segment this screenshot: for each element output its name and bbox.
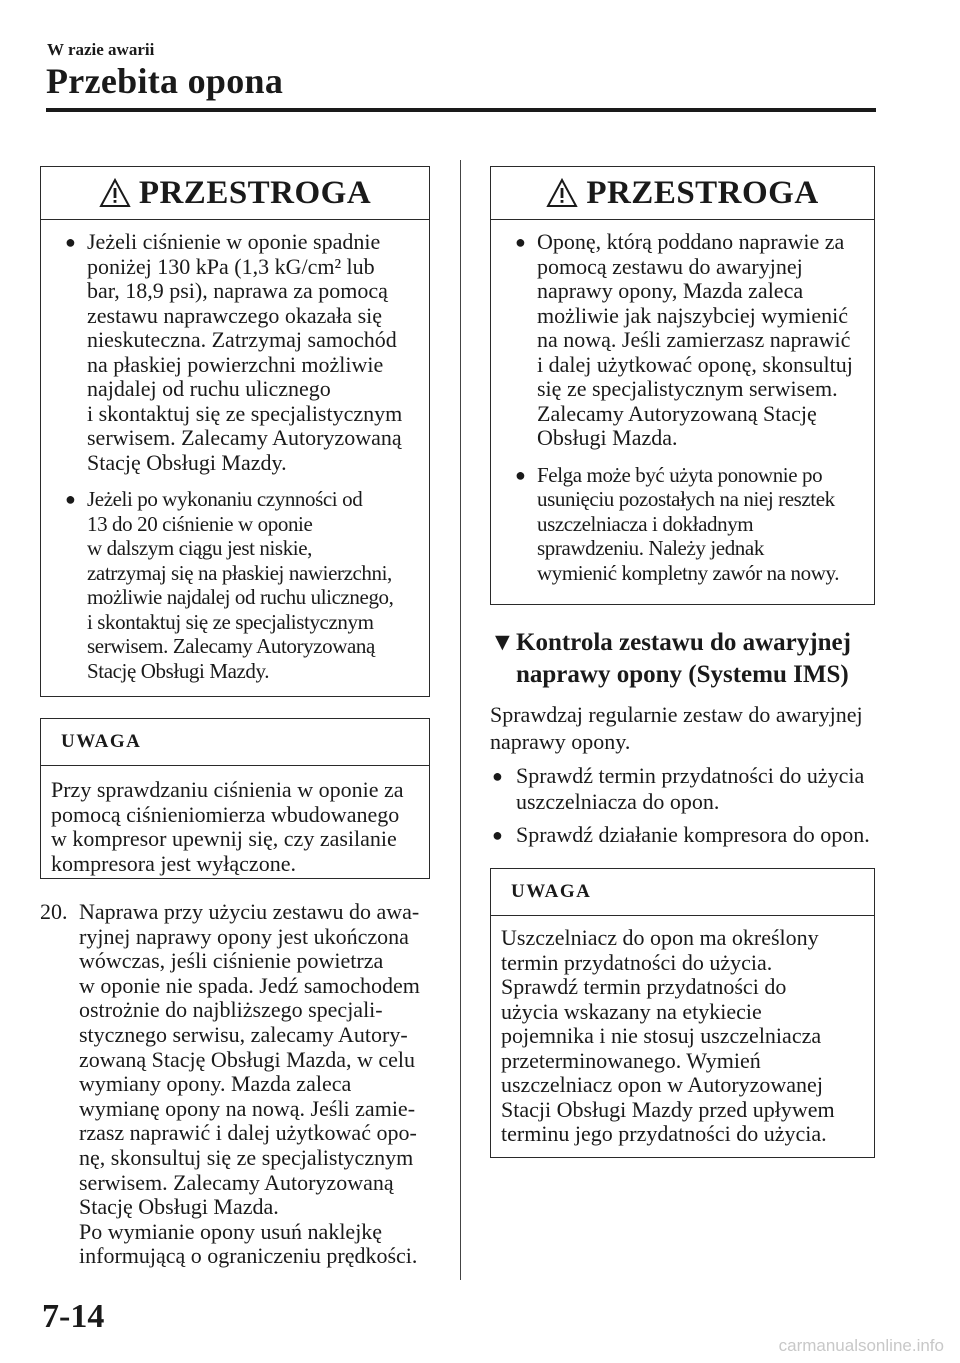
text-line: wymienić kompletny zawór na nowy.: [537, 560, 840, 585]
text-line: pomocą ciśnieniomierza wbudowanego: [51, 801, 400, 827]
text-line: termin przydatności do użycia.: [501, 949, 773, 975]
heading-line: naprawy opony (Systemu IMS): [516, 661, 849, 688]
bullet-icon: ●: [65, 232, 76, 252]
text-line: w kompresor upewnij się, czy zasilanie: [51, 826, 397, 851]
caution-body: [491, 220, 874, 605]
text-line: ostrożnie do najbliższego specjali-: [79, 997, 383, 1023]
text-line: serwisem. Zalecamy Autoryzowaną: [79, 1169, 394, 1195]
text-line: terminu jego przydatności do użycia.: [501, 1121, 827, 1146]
triangle-down-icon: ▼: [490, 629, 515, 656]
note-box-right: [490, 868, 875, 1158]
text-line: ryjnej naprawy opony jest ukończona: [79, 923, 409, 949]
watermark: carmanualsonline.info: [778, 1336, 944, 1355]
text-line: rzasz naprawić i dalej użytkować opo-: [79, 1120, 417, 1146]
text-line: uszczelniacza do opon.: [516, 789, 720, 814]
text-line: uszczelniacza i dokładnym: [537, 511, 754, 536]
text-line: usunięciu pozostałych na niej resztek: [537, 487, 835, 511]
text-line: Sprawdzaj regularnie zestaw do awaryjnej: [490, 702, 863, 727]
note-body: [491, 916, 874, 1157]
text-line: Stację Obsługi Mazda.: [79, 1194, 279, 1220]
caution-title: PRZESTROGA: [586, 174, 819, 211]
check-bullet: [490, 822, 885, 848]
text-line: Sprawdź działanie kompresora do opon.: [516, 822, 870, 847]
note-box-left: [40, 718, 430, 879]
text-line: możliwie jak najszybciej wymienić: [537, 302, 848, 328]
bullet-icon: ●: [492, 766, 503, 786]
text-line: naprawy opony.: [490, 729, 631, 754]
text-line: Sprawdź termin przydatności do: [501, 974, 787, 999]
text-line: Naprawa przy użyciu zestawu do awa-: [79, 899, 420, 924]
text-line: w oponie nie spada. Jedź samochodem: [79, 972, 420, 998]
page-number: 7-14: [42, 1298, 105, 1335]
text-line: w dalszym ciągu jest niskie,: [87, 536, 312, 560]
text-line: sprawdzeniu. Należy jednak: [537, 536, 764, 560]
text-line: Jeżeli ciśnienie w oponie spadnie: [87, 229, 381, 254]
text-line: Sprawdź termin przydatności do użycia: [516, 763, 865, 788]
caution-box-left: [40, 166, 430, 697]
text-line: przeterminowanego. Wymień: [501, 1047, 761, 1073]
section-label: W razie awarii: [47, 40, 155, 59]
text-line: się ze specjalistycznym serwisem.: [537, 376, 838, 401]
text-line: informującą o ograniczeniu prędkości.: [79, 1243, 418, 1269]
text-line: Zalecamy Autoryzowaną Stację: [537, 400, 817, 426]
text-line: nieskuteczna. Zatrzymaj samochód: [87, 327, 397, 352]
caution-header: [41, 167, 429, 220]
subsection-heading: [490, 627, 890, 691]
page-title: Przebita opona: [46, 61, 284, 101]
bullet-icon: ●: [515, 464, 526, 485]
text-line: poniżej 130 kPa (1,3 kG/cm² lub: [87, 253, 375, 279]
column-divider: [460, 160, 461, 1280]
text-line: wymianę opony na nową. Jeśli zamie-: [79, 1095, 416, 1121]
warning-triangle-icon: [546, 178, 578, 208]
text-line: pojemnika i nie stosuj uszczelniacza: [501, 1023, 822, 1048]
caution-box-right: [490, 166, 875, 605]
text-line: na nową. Jeśli zamierzasz naprawić: [537, 327, 851, 352]
text-line: Oponę, którą poddano naprawie za: [537, 229, 845, 254]
title-rule: [46, 108, 876, 112]
caution-bullet: [513, 230, 860, 451]
text-line: zestawu naprawczego okazała się: [87, 302, 383, 328]
bullet-icon: ●: [492, 825, 503, 845]
caution-bullet: [63, 487, 415, 683]
text-line: naprawy opony, Mazda zaleca: [537, 278, 804, 303]
text-line: stycznego serwisu, zalecamy Autory-: [79, 1021, 408, 1047]
text-line: zatrzymaj się na płaskiej nawierzchni,: [87, 560, 392, 585]
text-line: Stację Obsługi Mazdy.: [87, 449, 287, 475]
note-title: UWAGA: [491, 869, 874, 916]
text-line: bar, 18,9 psi), naprawa za pomocą: [87, 278, 388, 303]
text-line: Przy sprawdzaniu ciśnienia w oponie za: [51, 777, 404, 802]
text-line: nę, skonsultuj się ze specjalistycznym: [79, 1144, 414, 1170]
heading-line: Kontrola zestawu do awaryjnej: [516, 629, 851, 656]
text-line: wówczas, jeśli ciśnienie powietrza: [79, 948, 384, 974]
subsection-intro: [490, 701, 885, 755]
warning-triangle-icon: [99, 178, 131, 208]
caution-header: [491, 167, 874, 220]
text-line: na płaskiej powierzchni możliwie: [87, 351, 384, 377]
note-body: [41, 766, 429, 886]
text-line: serwisem. Zalecamy Autoryzowaną: [87, 634, 375, 658]
text-line: Felga może być użyta ponownie po: [537, 462, 823, 487]
text-line: serwisem. Zalecamy Autoryzowaną: [87, 425, 402, 450]
text-line: i dalej użytkować oponę, skonsultuj: [537, 351, 853, 377]
text-line: możliwie najdalej od ruchu ulicznego,: [87, 585, 394, 609]
step-20: [40, 900, 440, 1269]
note-title: UWAGA: [41, 719, 429, 766]
text-line: Obsługi Mazda.: [537, 425, 678, 450]
caution-bullet: [63, 230, 415, 475]
caution-bullet: [513, 463, 860, 586]
text-line: pomocą zestawu do awaryjnej: [537, 253, 803, 279]
text-line: uszczelniacz opon w Autoryzowanej: [501, 1072, 823, 1097]
text-line: i skontaktuj się ze specjalistycznym: [87, 609, 374, 634]
text-line: Uszczelniacz do opon ma określony: [501, 925, 819, 950]
text-line: i skontaktuj się ze specjalistycznym: [87, 400, 403, 426]
text-line: użycia wskazany na etykiecie: [501, 998, 762, 1024]
text-line: wymiany opony. Mazda zaleca: [79, 1071, 352, 1097]
bullet-icon: ●: [515, 232, 526, 252]
step-number: 20.: [40, 899, 68, 924]
bullet-icon: ●: [65, 489, 76, 509]
caution-title: PRZESTROGA: [138, 174, 372, 211]
text-line: Po wymianie opony usuń naklejkę: [79, 1218, 383, 1244]
text-line: zowaną Stację Obsługi Mazda, w celu: [79, 1046, 415, 1072]
text-line: najdalej od ruchu ulicznego: [87, 376, 331, 401]
text-line: Stacji Obsługi Mazdy przed upływem: [501, 1096, 835, 1122]
text-line: Stację Obsługi Mazdy.: [87, 658, 270, 683]
check-bullet: [490, 763, 885, 815]
text-line: 13 do 20 ciśnienie w oponie: [87, 511, 313, 536]
text-line: kompresora jest wyłączone.: [51, 850, 296, 876]
text-line: Jeżeli po wykonaniu czynności od: [87, 487, 363, 511]
caution-body: [41, 220, 429, 703]
